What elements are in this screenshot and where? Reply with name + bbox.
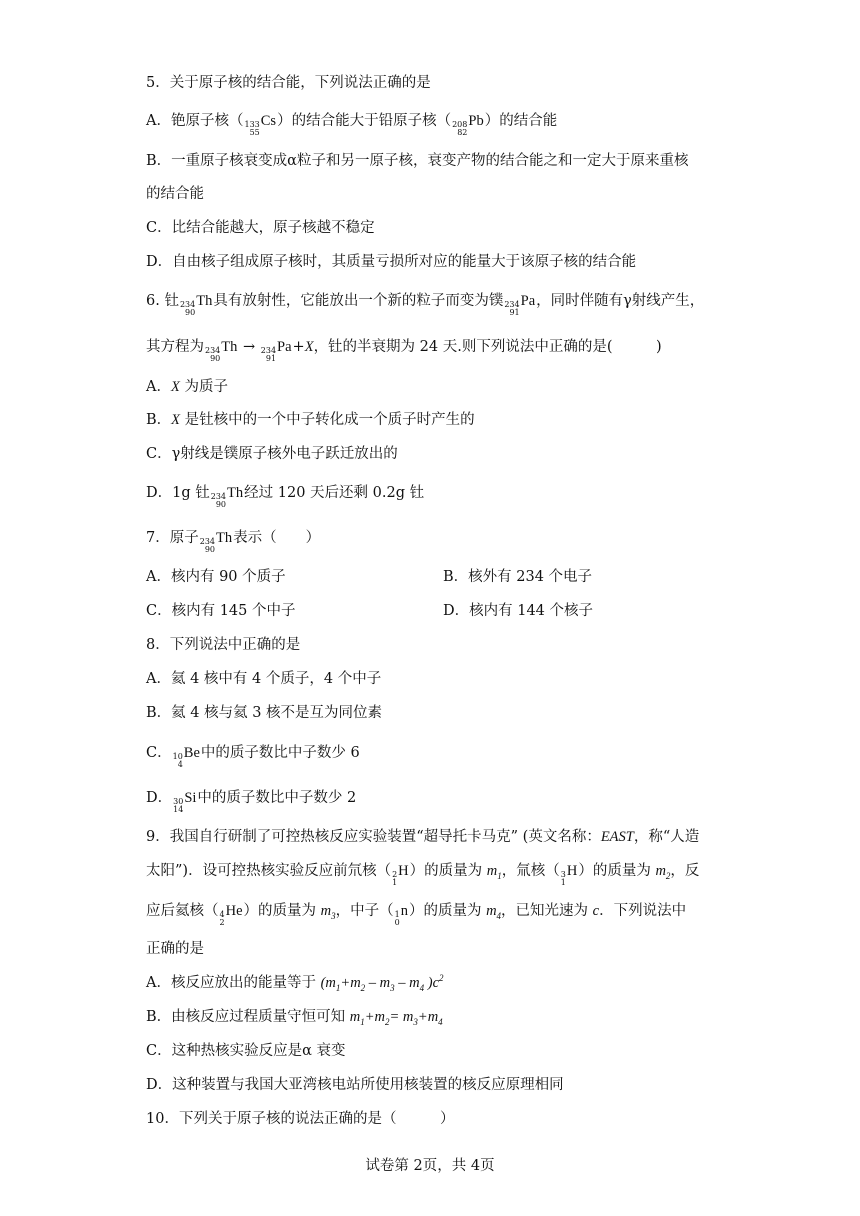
q9-stem-line4: 正确的是 xyxy=(146,941,204,957)
q8-stem: 8．下列说法中正确的是 xyxy=(146,637,301,653)
q9-stem-line2: 太阳”)．设可控热核实验反应前氘核（ 2 1 H）的质量为 $m_1$，氚核（ 3 1 H）的质量为 $m_2$，反 xyxy=(146,860,699,887)
page-footer: 试卷第 2页，共 4页 xyxy=(365,1158,495,1174)
q9-option-c: C．这种热核实验反应是α 衰变 xyxy=(146,1043,346,1059)
pa-nuclide: 234 91 Pa xyxy=(504,293,536,317)
q9-stem-line1: 9．我国自行研制了可控热核反应实验装置“超导托卡马克” (英文名称：EAST，称“人造 xyxy=(146,829,700,845)
pa-nuclide-equation: 234 91 Pa xyxy=(260,339,292,363)
q8-option-d: D． 30 14 Si中的质子数比中子数少 2 xyxy=(146,787,356,814)
q8-option-b: B．氦 4 核与氦 3 核不是互为同位素 xyxy=(146,705,383,721)
pb-nuclide: 208 82 Pb xyxy=(452,113,484,137)
q9-option-a: A．核反应放出的能量等于 ($m_1+m_2 - m_3 - m_4$ )$c^2$ xyxy=(146,973,444,993)
th-nuclide-equation: 234 90 Th xyxy=(205,339,238,363)
q7-option-d: D．核内有 144 个核子 xyxy=(443,603,594,619)
q8-option-c: C． 10 4 Be中的质子数比中子数少 6 xyxy=(146,742,360,769)
q6-option-a: A．X 为质子 xyxy=(146,379,228,395)
q10-stem: 10．下列关于原子核的说法正确的是（ ） xyxy=(146,1111,455,1127)
q6-option-b: B．X 是钍核中的一个中子转化成一个质子时产生的 xyxy=(146,412,475,428)
si-nuclide: 30 14 Si xyxy=(173,790,197,814)
th-nuclide-q7: 234 90 Th xyxy=(199,530,233,554)
q7-option-c: C．核内有 145 个中子 xyxy=(146,603,296,619)
q9-option-b: B．由核反应过程质量守恒可知 $m_1+m_2= m_3+m_4$ xyxy=(146,1009,443,1027)
q6-stem-line1: 6. 钍 234 90 Th具有放射性，它能放出一个新的粒子而变为镤 234 91 Pa，同时伴随有γ射线产生， xyxy=(146,290,704,317)
neutron-nuclide: 1 0 n xyxy=(394,903,408,927)
q9-option-d: D．这种装置与我国大亚湾核电站所使用核装置的核反应原理相同 xyxy=(146,1077,564,1093)
deuterium-nuclide: 2 1 H xyxy=(392,863,409,887)
be-nuclide: 10 4 Be xyxy=(172,745,200,769)
q6-option-c: C．γ射线是镤原子核外电子跃迁放出的 xyxy=(146,446,398,462)
q5-option-b-line1: B．一重原子核衰变成α粒子和另一原子核，衰变产物的结合能之和一定大于原来重核 xyxy=(146,153,689,169)
q5-option-d: D．自由核子组成原子核时，其质量亏损所对应的能量大于该原子核的结合能 xyxy=(146,254,637,270)
cs-nuclide: 133 55 Cs xyxy=(244,113,277,137)
helium-nuclide: 4 2 He xyxy=(219,903,243,927)
q6-stem-line2: 其方程为 234 90 Th → 234 91 Pa+X，钍的半衰期为 24 天.则下列说法中正确的是( ) xyxy=(146,336,662,363)
q9-stem-line3: 应后氦核（ 4 2 He）的质量为 $m_3$，中子（ 1 0 n）的质量为 $m_4$，已知光速为 c．下列说法中 xyxy=(146,900,686,927)
reaction-arrow: → xyxy=(243,339,256,355)
tritium-nuclide: 3 1 H xyxy=(560,863,578,887)
q7-stem: 7．原子 234 90 Th表示（ ） xyxy=(146,527,320,554)
q5-option-c: C．比结合能越大，原子核越不稳定 xyxy=(146,220,375,236)
q8-option-a: A．氦 4 核中有 4 个质子，4 个中子 xyxy=(146,671,382,687)
q7-option-b: B．核外有 234 个电子 xyxy=(443,569,593,585)
q5-option-a: A．铯原子核（ 133 55 Cs）的结合能大于铅原子核（ 208 82 Pb）的结合能 xyxy=(146,110,557,137)
th-nuclide-d: 234 90 Th xyxy=(210,485,244,509)
q7-option-a: A．核内有 90 个质子 xyxy=(146,569,286,585)
q5-stem: 5．关于原子核的结合能，下列说法正确的是 xyxy=(146,75,431,91)
th-nuclide: 234 90 Th xyxy=(179,293,213,317)
q6-option-d: D．1g 钍 234 90 Th经过 120 天后还剩 0.2g 钍 xyxy=(146,482,424,509)
q5-option-b-line2: 的结合能 xyxy=(146,186,204,202)
